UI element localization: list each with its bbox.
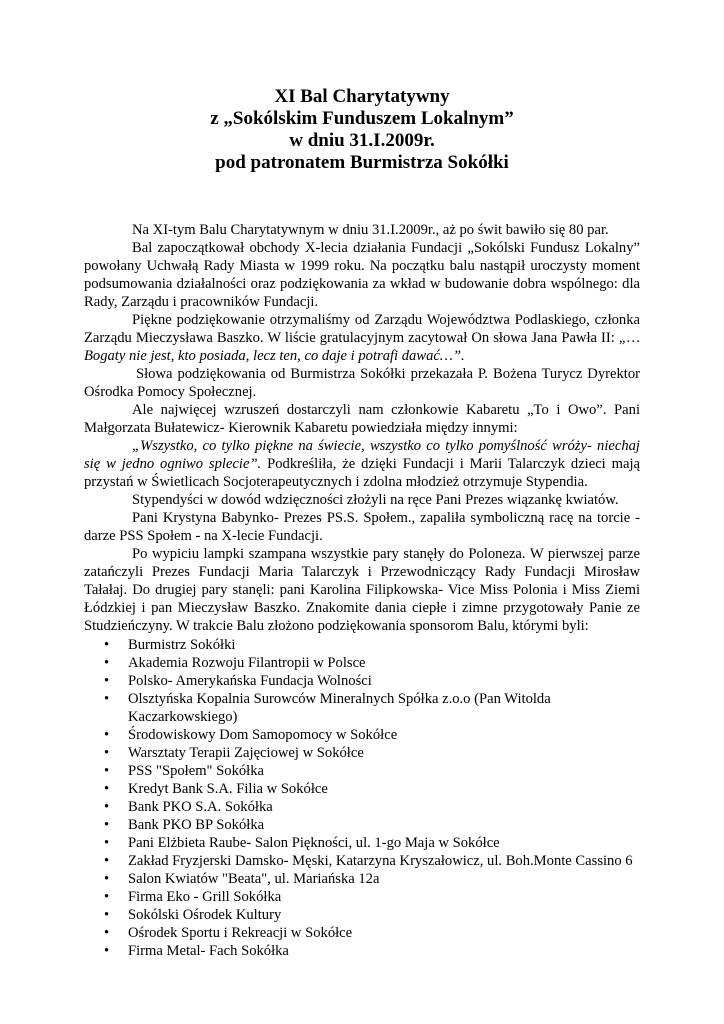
- sponsor-list-item: [84, 852, 640, 870]
- title-line-3: w dniu 31.I.2009r.: [289, 130, 435, 151]
- bullet-icon: •: [104, 745, 110, 761]
- sponsor-name: Akademia Rozwoju Filantropii w Polsce: [128, 655, 366, 671]
- bullet-icon: •: [104, 655, 110, 671]
- bullet-icon: •: [104, 637, 110, 653]
- sponsor-list-item: [84, 654, 640, 672]
- bullet-icon: •: [104, 673, 110, 689]
- document-body: [84, 221, 640, 960]
- bullet-icon: •: [104, 799, 110, 815]
- sponsor-list-item: [84, 870, 640, 888]
- sponsor-list-item: [84, 888, 640, 906]
- bullet-icon: •: [104, 853, 110, 869]
- sponsor-name: Burmistrz Sokółki: [128, 637, 236, 653]
- sponsor-name: Zakład Fryzjerski Damsko- Męski, Katarzyna Kryszałowicz, ul. Boh.Monte Cassino 6: [128, 853, 633, 869]
- bullet-icon: •: [104, 763, 110, 779]
- bullet-icon: •: [104, 925, 110, 941]
- bullet-icon: •: [104, 907, 110, 923]
- sponsor-name: Bank PKO BP Sokółka: [128, 817, 265, 833]
- sponsor-name: Kredyt Bank S.A. Filia w Sokółce: [128, 781, 328, 797]
- sponsor-list-item: [84, 780, 640, 798]
- bullet-icon: •: [104, 691, 110, 707]
- sponsor-name: Salon Kwiatów "Beata", ul. Mariańska 12a: [128, 871, 380, 887]
- sponsor-list-item: [84, 762, 640, 780]
- paragraph-9: Po wypiciu lampki szampana wszystkie pary stanęły do Poloneza. W pierwszej parze zatańczyli Prezes Fundacji Maria Talarczyk i Przewodniczący Rady Fundacji Mirosław Tałałaj. Do drugiej pary stanęli: pani Karolina Filipkowska- Vice Miss Polonia i Miss Ziemi Łódzkiej i pan Mieczysław Baszko. Znakomite dania ciepłe i zimne przygotowały Panie ze Studzieńczyny. W trakcie Balu złożono podziękowania sponsorom Balu, którymi byli:: [84, 546, 640, 634]
- document-title: [84, 86, 640, 174]
- sponsor-name: Polsko- Amerykańska Fundacja Wolności: [128, 673, 372, 689]
- sponsor-name: Warsztaty Terapii Zajęciowej w Sokółce: [128, 745, 364, 761]
- sponsor-name: Sokólski Ośrodek Kultury: [128, 907, 282, 923]
- bullet-icon: •: [104, 835, 110, 851]
- sponsor-name: Pani Elżbieta Raube- Salon Piękności, ul. 1-go Maja w Sokółce: [128, 835, 500, 851]
- paragraph-8: Pani Krystyna Babynko- Prezes PS.S. Społem., zapaliła symboliczną racę na torcie - darze PSS Społem - na X-lecie Fundacji.: [84, 510, 640, 544]
- sponsor-list-item: [84, 672, 640, 690]
- sponsor-list: [84, 636, 640, 960]
- sponsor-name: PSS "Społem" Sokółka: [128, 763, 264, 779]
- paragraph-5: Ale najwięcej wzruszeń dostarczyli nam członkowie Kabaretu „To i Owo”. Pani Małgorzata Bułatewicz- Kierownik Kabaretu powiedziała między innymi:: [84, 402, 640, 436]
- john-paul-quote: „…Bogaty nie jest, kto posiada, lecz ten, co daje i potrafi dawać…”.: [84, 330, 640, 364]
- sponsor-name: Olsztyńska Kopalnia Surowców Mineralnych Spółka z.o.o (Pan Witolda Kaczarkowskiego): [128, 691, 551, 725]
- sponsor-name: Firma Eko - Grill Sokółka: [128, 889, 282, 905]
- paragraph-6: [84, 437, 640, 491]
- title-line-4: pod patronatem Burmistrza Sokółki: [215, 152, 509, 173]
- sponsor-name: Środowiskowy Dom Samopomocy w Sokółce: [128, 727, 398, 743]
- sponsor-list-item: [84, 636, 640, 654]
- title-line-2: z „Sokólskim Funduszem Lokalnym”: [210, 108, 514, 129]
- sponsor-name: Firma Metal- Fach Sokółka: [128, 943, 289, 959]
- paragraph-1: Na XI-tym Balu Charytatywnym w dniu 31.I.2009r., aż po świt bawiło się 80 par.: [132, 222, 609, 238]
- sponsor-list-item: [84, 924, 640, 942]
- sponsor-list-item: [84, 726, 640, 744]
- cabaret-quote: „Wszystko, co tylko piękne na świecie, wszystko co tylko pomyślność wróży- niechaj się w jedno ogniwo splecie”.: [84, 438, 640, 472]
- sponsor-list-item: [84, 906, 640, 924]
- paragraph-2: Bal zapoczątkował obchody X-lecia działania Fundacji „Sokólski Fundusz Lokalny” powołany Uchwałą Rady Miasta w 1999 roku. Na początku balu nastąpił uroczysty moment podsumowania działalności oraz podziękowania za wkład w budowanie dobra wspólnego: dla Rady, Zarządu i pracowników Fundacji.: [84, 240, 640, 310]
- sponsor-name: Ośrodek Sportu i Rekreacji w Sokółce: [128, 925, 353, 941]
- sponsor-list-item: [84, 690, 640, 726]
- bullet-icon: •: [104, 727, 110, 743]
- sponsor-name: Bank PKO S.A. Sokółka: [128, 799, 273, 815]
- paragraph-6-text: Podkreśliła, że dzięki Fundacji i Marii Talarczyk dzieci mają przystań w Świetlicach Socjoterapeutycznych i zdolna młodzież otrzymuje Stypendia.: [84, 456, 640, 490]
- sponsor-list-item: [84, 942, 640, 960]
- bullet-icon: •: [104, 781, 110, 797]
- title-line-1: XI Bal Charytatywny: [274, 86, 450, 107]
- bullet-icon: •: [104, 871, 110, 887]
- bullet-icon: •: [104, 889, 110, 905]
- paragraph-4: Słowa podziękowania od Burmistrza Sokółki przekazała P. Bożena Turycz Dyrektor Ośrodka Pomocy Społecznej.: [84, 366, 640, 400]
- bullet-icon: •: [104, 943, 110, 959]
- sponsor-list-item: [84, 816, 640, 834]
- sponsor-list-item: [84, 744, 640, 762]
- sponsor-list-item: [84, 834, 640, 852]
- paragraph-7: Stypendyści w dowód wdzięczności złożyli na ręce Pani Prezes wiązankę kwiatów.: [132, 492, 619, 508]
- paragraph-3: [84, 311, 640, 365]
- sponsor-list-item: [84, 798, 640, 816]
- bullet-icon: •: [104, 817, 110, 833]
- paragraph-3-text: Piękne podziękowanie otrzymaliśmy od Zarządu Województwa Podlaskiego, członka Zarządu Mieczysława Baszko. W liście gratulacyjnym zacytował On słowa Jana Pawła II:: [84, 312, 640, 346]
